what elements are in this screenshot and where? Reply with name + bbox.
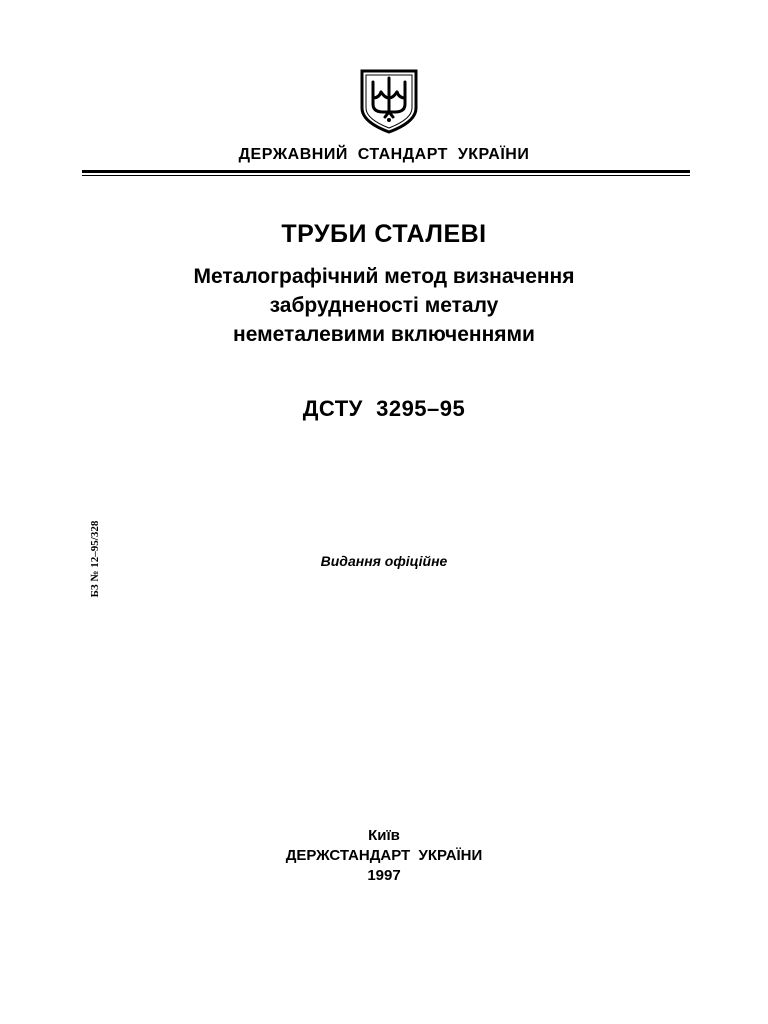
publication-info [0, 826, 768, 886]
trident-coat-of-arms-icon [359, 68, 419, 134]
header-title: ДЕРЖАВНИЙ СТАНДАРТ УКРАЇНИ [238, 146, 530, 163]
publisher-name: ДЕРЖСТАНДАРТ УКРАЇНИ [285, 847, 483, 864]
publication-city: Київ [368, 827, 400, 844]
header-rule-thin [82, 175, 690, 176]
standard-code: ДСТУ 3295–95 [302, 396, 466, 421]
subtitle-line: Металографічний метод визначення [193, 265, 575, 288]
document-subtitle [0, 262, 768, 349]
subtitle-line: забрудненості металу [269, 294, 499, 317]
document-title: ТРУБИ СТАЛЕВІ [281, 220, 487, 248]
subtitle-line: неметалевими включеннями [233, 323, 535, 346]
official-edition-label: Видання офіційне [320, 553, 448, 569]
registration-number: БЗ № 12–95/328 [89, 520, 101, 598]
publication-year: 1997 [367, 867, 401, 884]
header-rule-thick [82, 170, 690, 173]
